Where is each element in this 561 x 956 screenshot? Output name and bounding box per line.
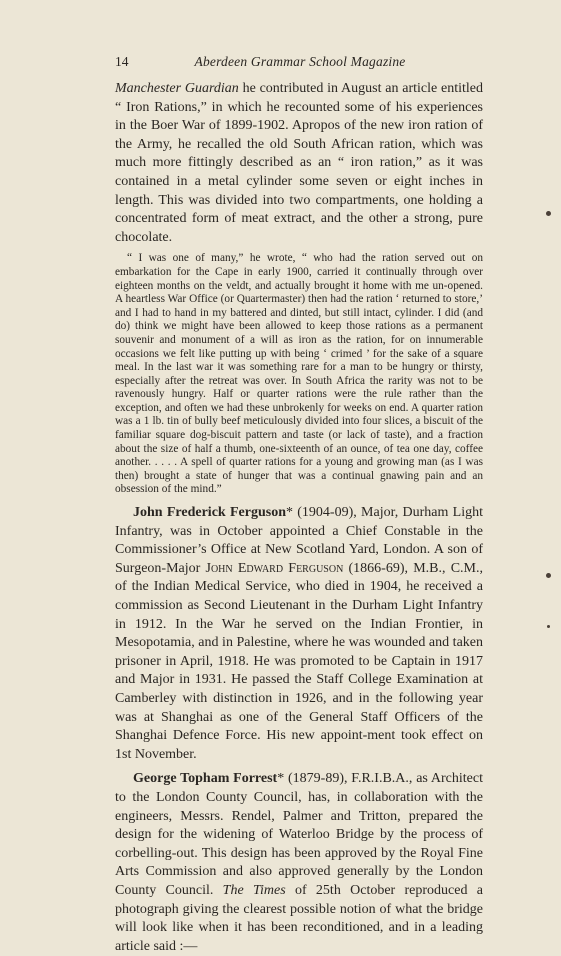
person-name: John Frederick Ferguson [133,505,286,521]
paragraph-text: of 25th October reproduced a photograph giving the clearest possible notion of what the bridge will look like when it has been reconditioned, and in a leading article said :— [115,882,483,954]
paragraph-text: * (1879-89), F.R.I.B.A., as Architect to the London County Council, has, in collaboration with the engineers, Messrs. Rendel, Palmer and Tritton, prepared the design for the widening of Waterloo Bridge by the process of corbelling-out. This design has been approved by the Royal Fine Arts Commission and also approved generally by the London County Council. [115,771,483,898]
running-title: Aberdeen Grammar School Magazine [194,54,406,69]
newspaper-title: The Times [222,882,286,898]
person-name: George Topham Forrest [133,771,278,787]
margin-mark [546,573,551,578]
paragraph-iron-rations [115,80,483,247]
newspaper-title: Manchester Guardian [115,81,239,96]
paragraph-text: he contributed in August an article entitled “ Iron Rations,” in which he recounted some of his experiences in the Boer War of 1899-1902. Apropos of the new iron ration of the Army, he recalled the old South African ration, which was much more fittingly described as an “ iron ration,” as it was contained in a metal cylinder some seven or eight inches in length. This was divided into two compartments, one holding a concentrated form of meat extract, and the other a strong, pure chocolate. [115,81,483,245]
paragraph-text: * (1904-09), Major, Durham Light Infantry, was in October appointed a Chief Constable in the Commissioner’s Office at New Scotland Yard, London. A son of Surgeon-Major [115,505,483,576]
paragraph-forrest [115,770,483,956]
page-number: 14 [115,54,129,69]
article-body [115,80,483,956]
margin-mark [547,625,550,628]
father-name: John Edward Ferguson [205,560,344,576]
paragraph-text: (1866-69), M.B., C.M., of the Indian Medical Service, who died in 1904, he received a commission as Second Lieutenant in the Durham Light Infantry in 1912. In the War he served on the Indian Frontier, in Mesopotamia, and in Palestine, where he was wounded and taken prisoner in April, 1918. He was promoted to be Captain in 1917 and Major in 1931. He passed the Staff College Examination at Camberley with distinction in 1926, and in the following year was at Shanghai as one of the General Staff Officers of the Shanghai Defence Force. His new appoint-ment took effect on 1st November. [115,560,484,762]
block-quote: “ I was one of many,” he wrote, “ who had the ration served out on embarkation for the Cape in early 1900, carried it continually through over eighteen months on the veldt, and actually brought it home with me un-opened. A heartless War Office (or Quartermaster) then had the ration ‘ returned to store,’ and I had to hand in my battered and dinted, but still intact, cylinder. I did (and do) think we might have been allowed to keep those rations as a permanent souvenir and monument of a will as iron as the ration, for on innumerable occasions we felt like putting up with being ‘ crimed ’ for the sake of a square meal. In the last war it was something rare for a man to be hungry or thirsty, especially after the retreat was over. In South Africa the rarity was not to be ravenously hungry. Half or quarter rations were the rule rather than the exception, and often we had these unbrokenly for weeks on end. A quarter ration was a 1 lb. tin of bully beef meticulously divided into four slices, a biscuit of the familiar square dog-biscuit pattern and taste (or lack of taste), and a fraction about the size of half a thumb, one-sixteenth of an ounce, of tea one day, coffee another. . . . . A spell of quarter rations for a young and growing man (as I was then) brought a state of hunger that was a continual gnawing pain and an obsession of the mind.” [115,252,483,496]
paragraph-ferguson [115,504,483,764]
margin-mark [546,211,551,216]
